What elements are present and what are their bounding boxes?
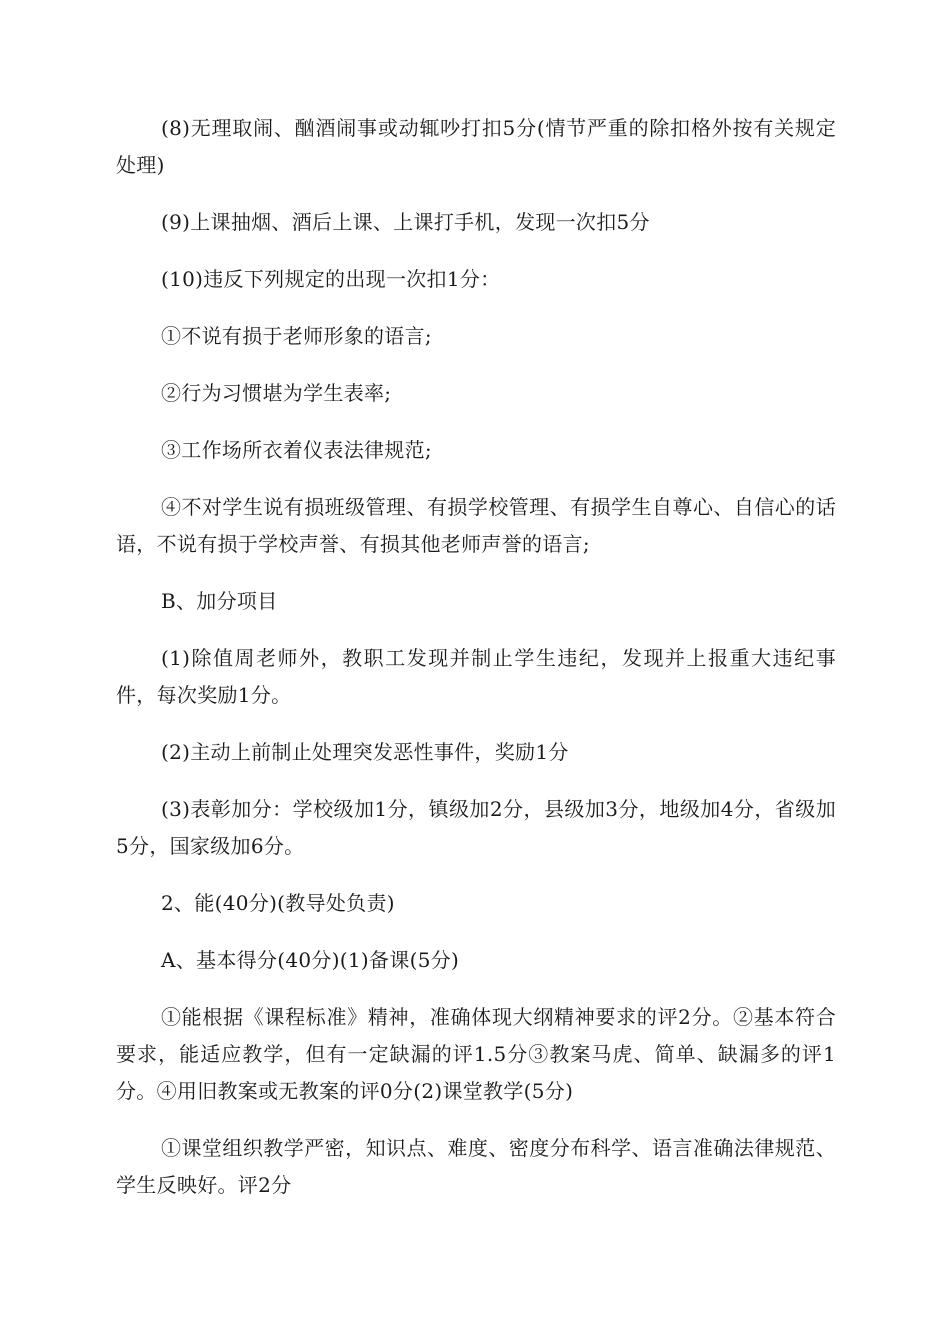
section-heading-bonus: B、加分项目 bbox=[161, 589, 278, 613]
paragraph-bonus-2: (2)主动上前制止处理突发恶性事件，奖励1分 bbox=[161, 740, 569, 764]
paragraph-bonus-1: (1)除值周老师外，教职工发现并制止学生违纪，发现并上报重大违纪事件，每次奖励1分。 bbox=[116, 646, 836, 707]
document-page bbox=[116, 110, 836, 1224]
section-heading-basic-score: A、基本得分(40分)(1)备课(5分) bbox=[161, 948, 460, 972]
paragraph-subitem-4: ④不对学生说有损班级管理、有损学校管理、有损学生自尊心、自信心的话语，不说有损于学校声誉、有损其他老师声誉的语言; bbox=[116, 495, 836, 556]
paragraph-classroom-teaching: ①课堂组织教学严密，知识点、难度、密度分布科学、语言准确法律规范、学生反映好。评2分 bbox=[116, 1136, 836, 1197]
paragraph-item-9: (9)上课抽烟、酒后上课、上课打手机，发现一次扣5分 bbox=[161, 210, 650, 234]
paragraph-subitem-3: ③工作场所衣着仪表法律规范; bbox=[161, 438, 432, 462]
paragraph-subitem-1: ①不说有损于老师形象的语言; bbox=[161, 324, 432, 348]
paragraph-item-10: (10)违反下列规定的出现一次扣1分： bbox=[161, 267, 501, 291]
section-heading-ability: 2、能(40分)(教导处负责) bbox=[161, 891, 395, 915]
paragraph-bonus-3: (3)表彰加分：学校级加1分，镇级加2分，县级加3分，地级加4分，省级加5分，国家级加6分。 bbox=[116, 797, 836, 858]
paragraph-lesson-prep: ①能根据《课程标准》精神，准确体现大纲精神要求的评2分。②基本符合要求，能适应教学，但有一定缺漏的评1.5分③教案马虎、简单、缺漏多的评1分。④用旧教案或无教案的评0分(2)课堂教学(5分) bbox=[116, 1005, 836, 1103]
paragraph-subitem-2: ②行为习惯堪为学生表率; bbox=[161, 381, 392, 405]
paragraph-item-8: (8)无理取闹、酗酒闹事或动辄吵打扣5分(情节严重的除扣格外按有关规定处理) bbox=[116, 116, 836, 177]
